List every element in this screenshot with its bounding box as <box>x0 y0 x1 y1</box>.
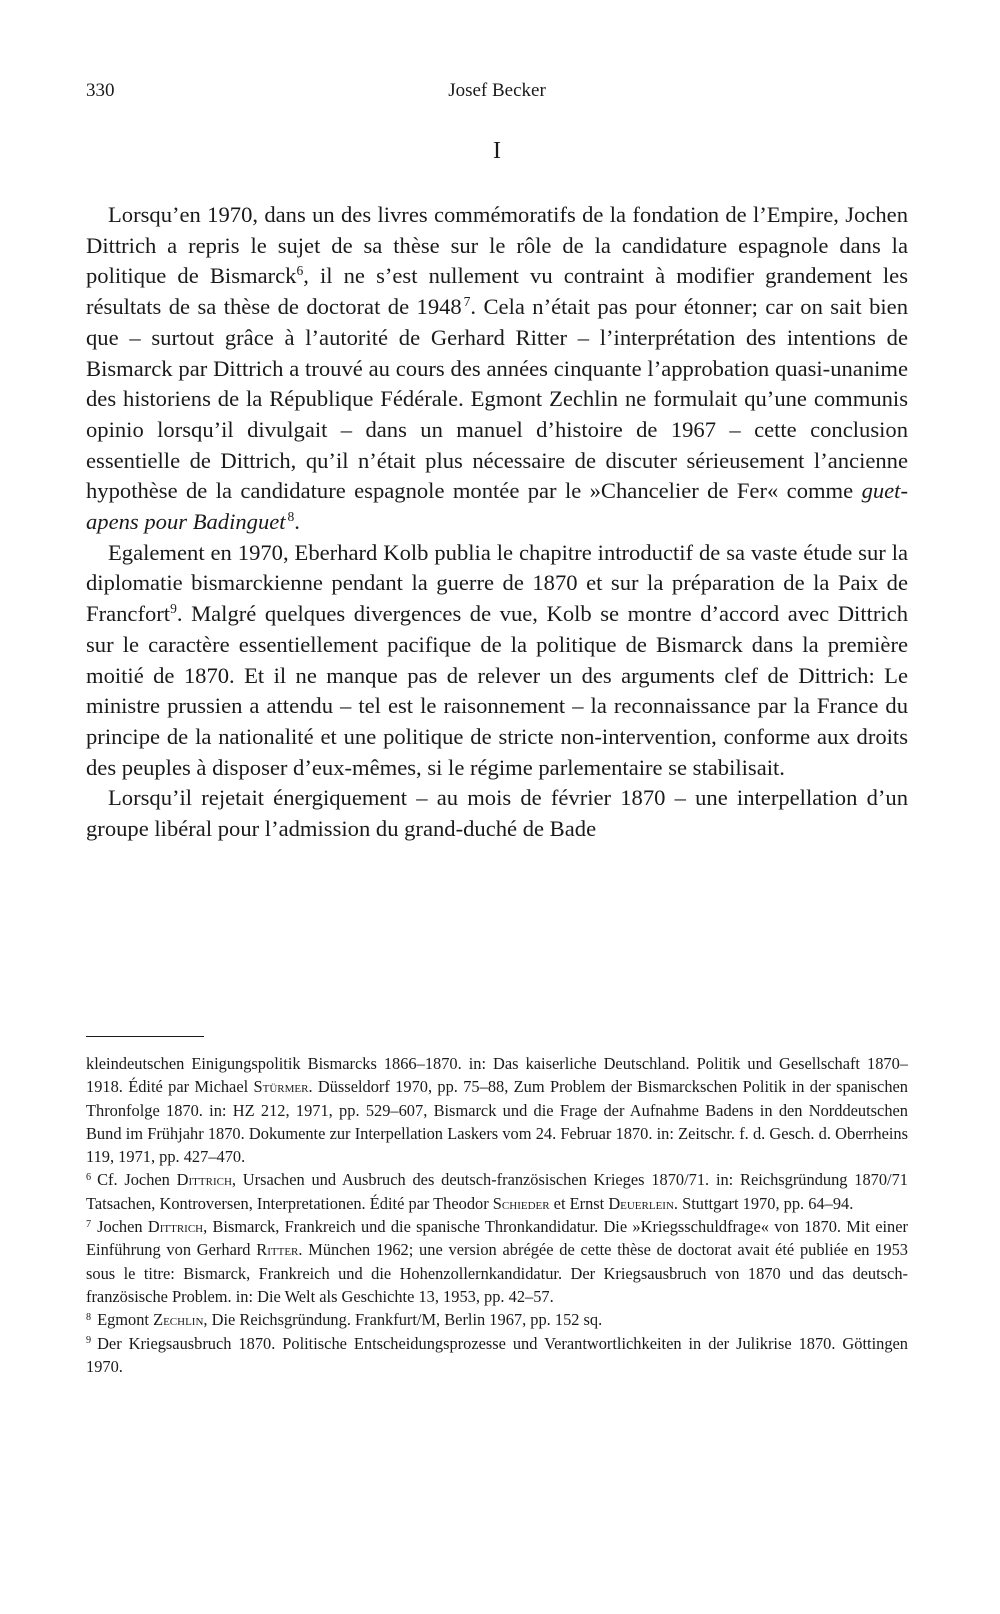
footnote-8-text-b: , Die Reichsgründung. Frankfurt/M, Berlin 1967, pp. 152 sq. <box>203 1310 603 1330</box>
footnote-6-text-a: Cf. Jochen <box>97 1170 177 1190</box>
page-number: 330 <box>86 80 115 101</box>
footnote-ref-7: 7 <box>463 293 471 309</box>
footnote-7-text-b: , Bismarck, Frankreich und die spanische Thronkandidatur. Die »Kriegsschuldfrage« von 1870. Mit einer Einführung von Gerhard <box>86 1217 908 1260</box>
footnote-9: 9 Der Kriegsausbruch 1870. Politische Entscheidungsprozesse und Verantwortlichkeiten in der Julikrise 1870. Göttingen 1970. <box>86 1333 908 1376</box>
paragraph-1 <box>86 200 908 538</box>
paragraph-1-text-b: , il ne s’est nullement vu contraint à modifier grandement les résultats de sa thèse de doctorat de 1948 <box>86 263 909 320</box>
paragraph-2 <box>86 538 908 784</box>
paragraph-3 <box>86 783 908 844</box>
footnote-continued-text-a: kleindeutschen Einigungspolitik Bismarcks 1866–1870. in: Das kaiserliche Deutschland. Politik und Gesellschaft 1870–1918. Édité par Michael <box>86 1054 908 1097</box>
section-numeral: I <box>493 138 501 164</box>
author-name: Deuerlein <box>608 1193 674 1213</box>
author-name: Schieder <box>492 1193 550 1213</box>
author-name: Stürmer <box>253 1077 309 1097</box>
paragraph-2-text-b: . Malgré quelques divergences de vue, Kolb se montre d’accord avec Dittrich sur le caractère essentiellement pacifique de la politique de Bismarck dans la première moitié de 1870. Et il ne manque pas de relever un des arguments clef de Dittrich: Le ministre prussien a attendu – tel est le raisonnement – la reconnaissance par la France du principe de la nationalité et une politique de stricte non-intervention, conforme aux droits des peuples à disposer d’eux-mêmes, si le régime parlementaire se stabilisait. <box>86 601 908 780</box>
body-text <box>86 200 908 845</box>
author-name: Dittrich <box>147 1217 204 1237</box>
footnote-ref-6: 6 <box>296 263 304 279</box>
paragraph-1-text-d: . <box>294 509 300 535</box>
paragraph-1-text-c: . Cela n’était pas pour étonner; car on sait bien que – surtout grâce à l’autorité de Gerhard Ritter – l’interprétation des intentions de Bismarck par Dittrich a trouvé au cours des années cinquante l’approbation quasi-unanime des historiens de la République Fédérale. Egmont Zechlin ne formulait qu’une communis opinio lorsqu’il divulgait – dans un manuel d’histoire de 1967 – cette conclusion essentielle de Dittrich, qu’il n’était plus nécessaire de discuter sérieusement l’ancienne hypothèse de la candidature espagnole montée par le »Chancelier de Fer« comme <box>86 294 908 504</box>
footnote-6-text-d: . Stuttgart 1970, pp. 64–94. <box>673 1193 854 1213</box>
footnote-6-text-b: , Ursachen und Ausbruch des deutsch-französischen Krieges 1870/71. in: Reichsgründung 1870/71 Tatsachen, Kontroversen, Interpretationen. Édité par Theodor <box>86 1170 908 1213</box>
paragraph-2-text-a: Egalement en 1970, Eberhard Kolb publia le chapitre introductif de sa vaste étude sur la diplomatie bismarckienne pendant la guerre de 1870 et sur la préparation de la Paix de Francfort <box>86 539 908 627</box>
paragraph-3-text-a: Lorsqu’il rejetait énergiquement – au mois de février 1870 – une interpellation d’un groupe libéral pour l’admission du grand-duché de Bade <box>86 785 908 842</box>
footnote-9-text-a: Der Kriegsausbruch 1870. Politische Entscheidungsprozesse und Verantwortlichkeiten in der Julikrise 1870. Göttingen 1970. <box>86 1333 908 1376</box>
footnote-7: 7 Jochen Dittrich, Bismarck, Frankreich und die spanische Thronkandidatur. Die »Kriegsschuldfrage« von 1870. Mit einer Einführung von Gerhard Ritter. München 1962; une version abrégée de cette thèse de doctorat avait été publiée en 1953 sous le titre: Bismarck, Frankreich und die Hohenzollernkandidatur. Der Kriegsausbruch von 1870 und das deutsch-französische Problem. in: Die Welt als Geschichte 13, 1953, pp. 42–57. <box>86 1217 908 1306</box>
footnote-continued <box>86 1052 908 1168</box>
author-name: Dittrich <box>176 1170 232 1190</box>
italic-phrase: guet-apens pour Badinguet <box>86 478 908 535</box>
footnote-8: 8 Egmont Zechlin, Die Reichsgründung. Frankfurt/M, Berlin 1967, pp. 152 sq. <box>86 1310 603 1330</box>
author-name: Ritter <box>256 1240 299 1260</box>
footnote-ref-8: 8 <box>287 508 295 524</box>
author-name: Zechlin <box>153 1310 204 1330</box>
footnote-6: 6 Cf. Jochen Dittrich, Ursachen und Ausbruch des deutsch-französischen Krieges 1870/71. in: Reichsgründung 1870/71 Tatsachen, Kontroversen, Interpretationen. Édité par Theodor Schieder et Ernst Deuerlein. Stuttgart 1970, pp. 64–94. <box>86 1170 908 1213</box>
footnote-ref-9: 9 <box>170 601 177 617</box>
running-head: Josef Becker <box>448 80 546 101</box>
footnote-7-text-a: Jochen <box>97 1217 148 1237</box>
footnote-divider <box>86 1036 204 1037</box>
footnote-8-text-a: Egmont <box>97 1310 154 1330</box>
page-header <box>86 80 908 108</box>
footnotes <box>86 1052 908 1378</box>
footnote-continued-text-b: . Düsseldorf 1970, pp. 75–88, Zum Problem der Bismarckschen Politik in der spanischen Thronfolge 1870. in: HZ 212, 1971, pp. 529–607, Bismarck und die Frage der Aufnahme Badens in den Norddeutschen Bund im Frühjahr 1870. Dokumente zur Interpellation Laskers vom 24. Februar 1870. in: Zeitschr. f. d. Gesch. d. Oberrheins 119, 1971, pp. 427–470. <box>86 1077 908 1167</box>
paragraph-1-text-a: Lorsqu’en 1970, dans un des livres commémoratifs de la fondation de l’Empire, Jochen Dittrich a repris le sujet de sa thèse sur le rôle de la candidature espagnole dans la politique de Bismarck <box>86 202 908 289</box>
footnote-7-text-c: . München 1962; une version abrégée de cette thèse de doctorat avait été publiée en 1953 sous le titre: Bismarck, Frankreich und die Hohenzollernkandidatur. Der Kriegsausbruch von 1870 und das deutsch-französische Problem. in: Die Welt als Geschichte 13, 1953, pp. 42–57. <box>86 1240 908 1306</box>
footnote-6-text-c: et Ernst <box>549 1193 609 1213</box>
